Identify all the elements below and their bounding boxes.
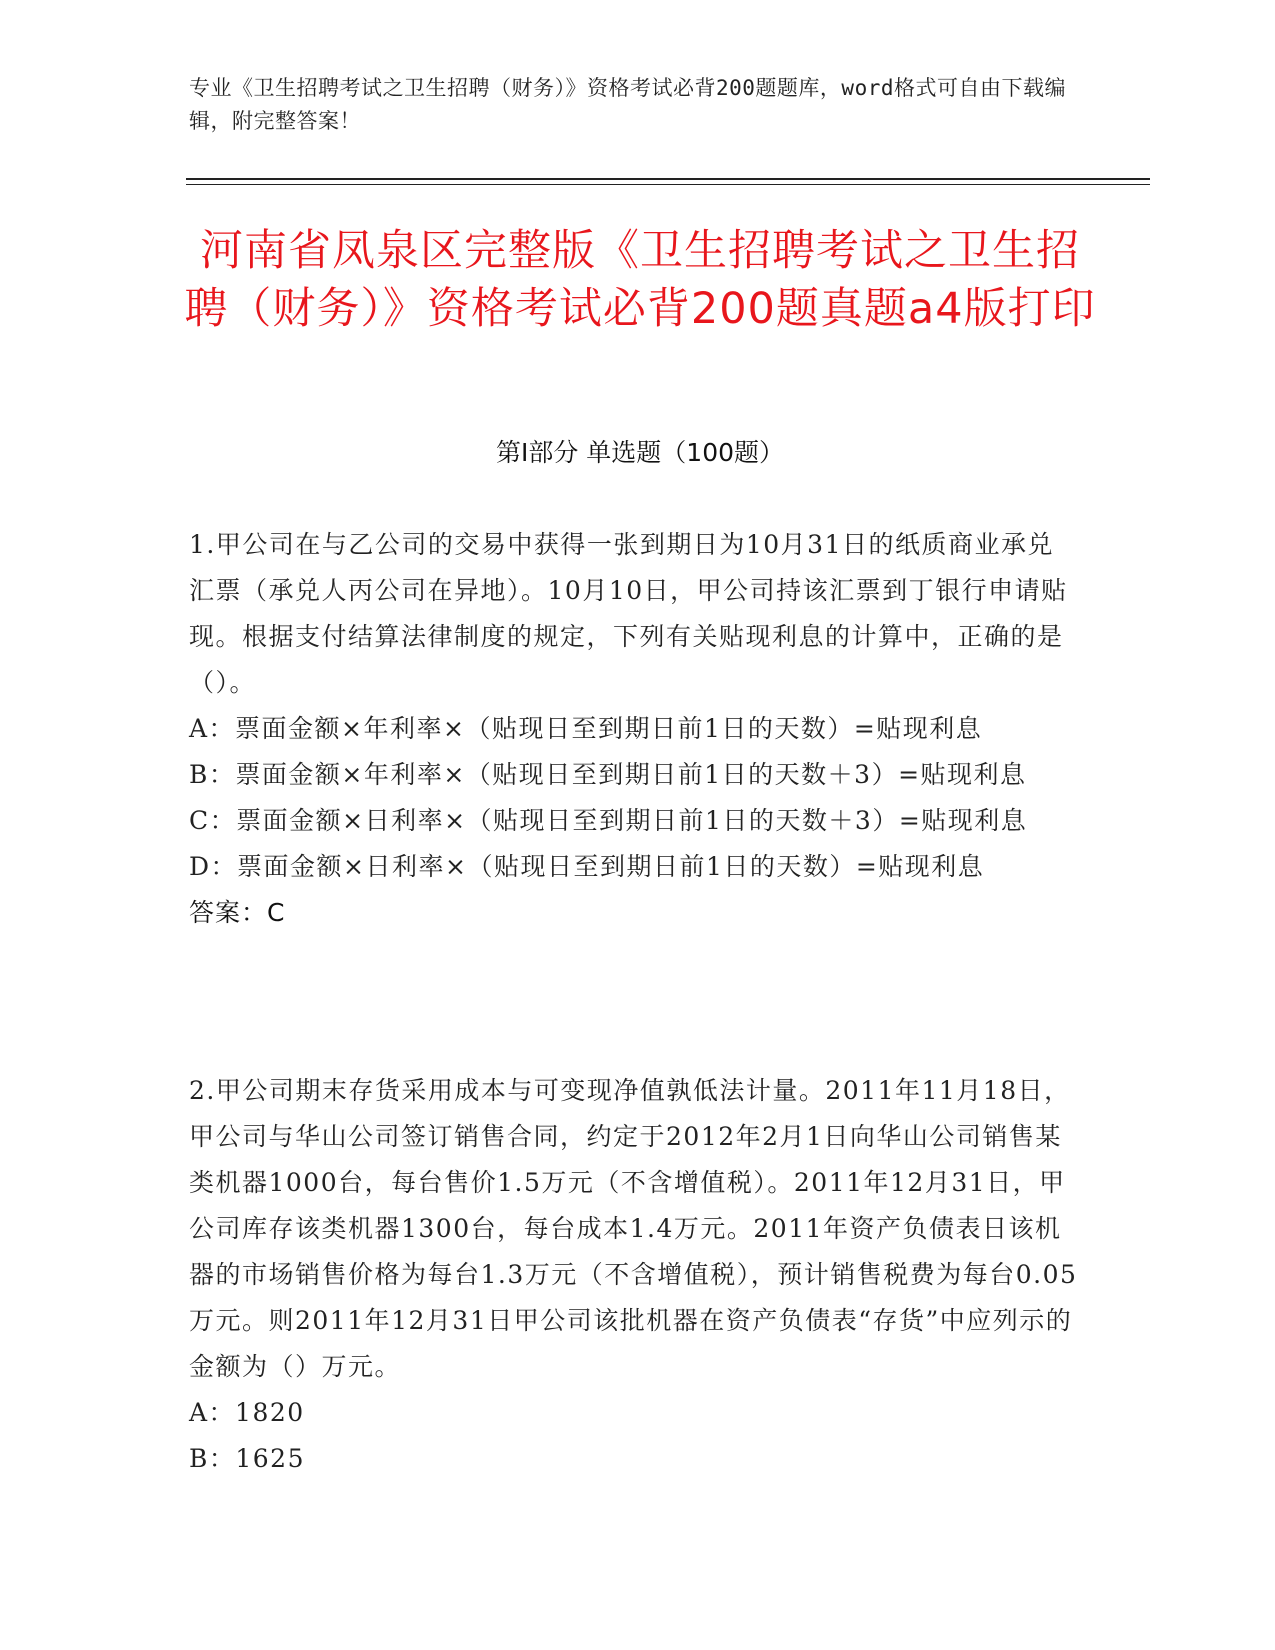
answer: 答案：C <box>189 898 286 927</box>
option-d: D：票面金额×日利率×（贴现日至到期日前1日的天数）=贴现利息 <box>189 852 985 881</box>
header-divider-thin <box>186 184 1150 185</box>
question-1 <box>189 522 1079 936</box>
header-divider-thick <box>186 178 1150 180</box>
option-b: B：票面金额×年利率×（贴现日至到期日前1日的天数＋3）=贴现利息 <box>189 760 1027 789</box>
header-note: 专业《卫生招聘考试之卫生招聘（财务）》资格考试必背200题题库，word格式可自由下载编辑，附完整答案！ <box>189 76 1066 133</box>
question-stem: 2.甲公司期末存货采用成本与可变现净值孰低法计量。2011年11月18日，甲公司与华山公司签订销售合同，约定于2012年2月1日向华山公司销售某类机器1000台，每台售价1.5万元（不含增值税）。2011年12月31日，甲公司库存该类机器1300台，每台成本1.4万元。2011年资产负债表日该机器的市场销售价格为每台1.3万元（不含增值税），预计销售税费为每台0.05万元。则2011年12月31日甲公司该批机器在资产负债表“存货”中应列示的金额为（）万元。 <box>189 1076 1078 1381</box>
section-heading: 第Ⅰ部分 单选题（100题） <box>495 438 785 467</box>
option-a: A：票面金额×年利率×（贴现日至到期日前1日的天数）=贴现利息 <box>189 714 983 743</box>
option-b: B：1625 <box>189 1444 305 1473</box>
document-title: 河南省凤泉区完整版《卫生招聘考试之卫生招聘（财务）》资格考试必背200题真题a4版打印 <box>184 226 1096 334</box>
question-stem: 1.甲公司在与乙公司的交易中获得一张到期日为10月31日的纸质商业承兑汇票（承兑人丙公司在异地）。10月10日，甲公司持该汇票到丁银行申请贴现。根据支付结算法律制度的规定，下列有关贴现利息的计算中，正确的是（）。 <box>189 530 1068 697</box>
question-2 <box>189 1068 1079 1482</box>
option-c: C：票面金额×日利率×（贴现日至到期日前1日的天数＋3）=贴现利息 <box>189 806 1028 835</box>
option-a: A：1820 <box>189 1398 305 1427</box>
